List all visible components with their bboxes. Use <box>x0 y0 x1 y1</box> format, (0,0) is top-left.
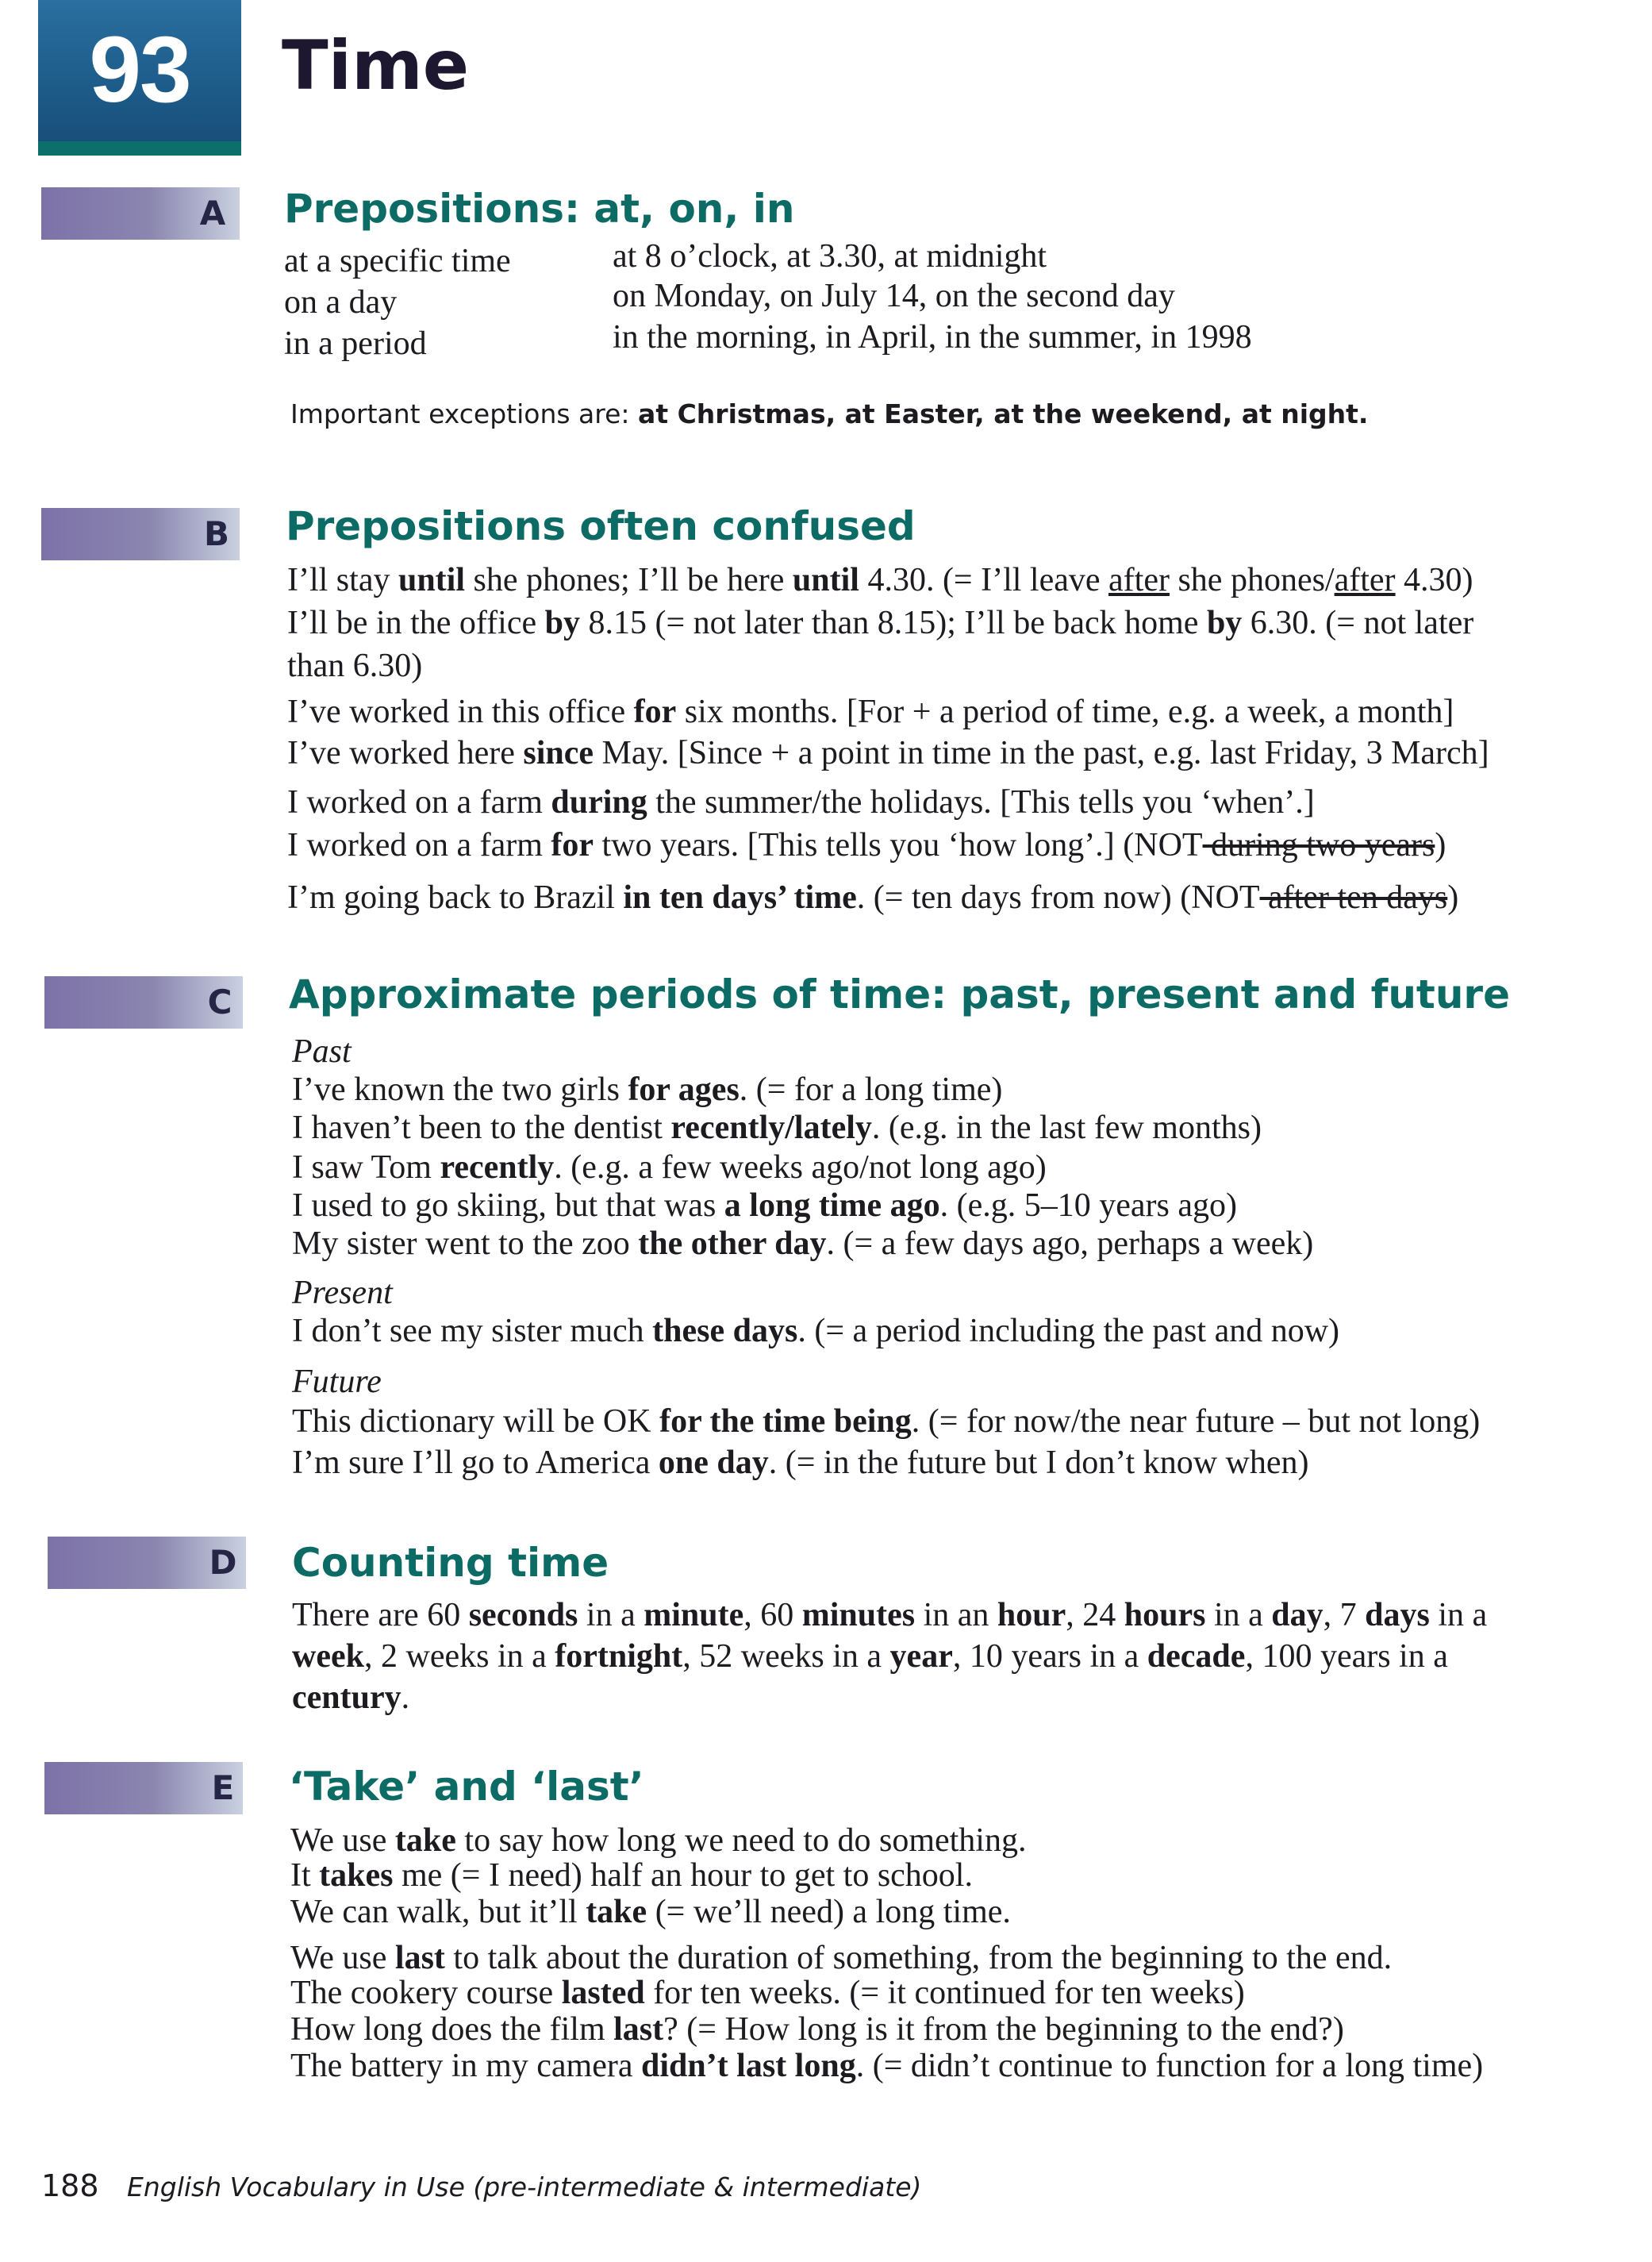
section-c-future-1: This dictionary will be OK for the time being. (= for now/the near future – but not long) <box>292 1403 1481 1440</box>
section-a-row-3-label: in a period <box>284 325 427 362</box>
section-c-past-2: I haven’t been to the dentist recently/lately. (e.g. in the last few months) <box>292 1110 1262 1146</box>
section-b-letter: B <box>203 514 229 553</box>
section-d-line-1: There are 60 seconds in a minute, 60 minutes in an hour, 24 hours in a day, 7 days in a <box>292 1597 1488 1633</box>
section-d-line-3: century. <box>292 1679 410 1716</box>
section-d-heading: Counting time <box>292 1540 609 1586</box>
section-c-past-5: My sister went to the zoo the other day. (= a few days ago, perhaps a week) <box>292 1225 1314 1262</box>
section-c-present-1: I don’t see my sister much these days. (= a period including the past and now) <box>292 1313 1340 1349</box>
section-c-present-label: Present <box>292 1275 393 1311</box>
section-c-past-3: I saw Tom recently. (e.g. a few weeks ago/not long ago) <box>292 1149 1047 1186</box>
section-e-line-3: We can walk, but it’ll take (= we’ll need) a long time. <box>290 1894 1011 1930</box>
section-b-heading: Prepositions often confused <box>286 503 916 549</box>
section-e-letter: E <box>211 1768 235 1807</box>
section-a-row-1-label: at a specific time <box>284 243 511 279</box>
section-e-line-7: The battery in my camera didn’t last long. (= didn’t continue to function for a long time) <box>290 2048 1484 2084</box>
section-c-future-label: Future <box>292 1364 382 1400</box>
section-b-line-8: I’m going back to Brazil in ten days’ time. (= ten days from now) (NOT after ten days) <box>287 879 1459 916</box>
unit-number-underbar <box>38 141 241 156</box>
page-title: Time <box>282 26 470 106</box>
section-a-row-1-examples: at 8 o’clock, at 3.30, at midnight <box>613 238 1047 275</box>
section-b-line-5: I’ve worked here since May. [Since + a point in time in the past, e.g. last Friday, 3 March] <box>287 735 1489 771</box>
exceptions-list: at Christmas, at Easter, at the weekend, at night. <box>638 398 1369 429</box>
section-c-past-label: Past <box>292 1033 352 1070</box>
section-c-past-4: I used to go skiing, but that was a long time ago. (e.g. 5–10 years ago) <box>292 1187 1237 1224</box>
section-b-line-4: I’ve worked in this office for six months. [For + a period of time, e.g. a week, a month] <box>287 694 1454 730</box>
section-c-letter: C <box>207 983 232 1021</box>
section-a-row-2-label: on a day <box>284 284 398 321</box>
section-b-line-1: I’ll stay until she phones; I’ll be here until 4.30. (= I’ll leave after she phones/after 4.30) <box>287 562 1473 598</box>
section-a-row-2-examples: on Monday, on July 14, on the second day <box>613 278 1175 314</box>
section-d-line-2: week, 2 weeks in a fortnight, 52 weeks in a year, 10 years in a decade, 100 years in a <box>292 1638 1448 1675</box>
page-number: 188 <box>41 2168 99 2203</box>
section-a-heading: Prepositions: at, on, in <box>284 186 795 232</box>
section-b-line-7: I worked on a farm for two years. [This tells you ‘how long’.] (NOT during two years) <box>287 827 1446 864</box>
section-b-line-6: I worked on a farm during the summer/the holidays. [This tells you ‘when’.] <box>287 784 1315 821</box>
section-c-past-1: I’ve known the two girls for ages. (= for a long time) <box>292 1071 1003 1108</box>
section-b-line-3: than 6.30) <box>287 648 423 684</box>
unit-number: 93 <box>89 17 190 122</box>
section-c-heading: Approximate periods of time: past, present and future <box>289 971 1510 1018</box>
unit-number-box <box>38 0 241 156</box>
section-e-heading: ‘Take’ and ‘last’ <box>289 1764 644 1810</box>
section-b-line-2: I’ll be in the office by 8.15 (= not later than 8.15); I’ll be back home by 6.30. (= not later <box>287 605 1474 641</box>
section-e-line-2: It takes me (= I need) half an hour to get to school. <box>290 1857 973 1894</box>
section-e-line-4: We use last to talk about the duration of something, from the beginning to the end. <box>290 1940 1393 1976</box>
section-e-line-5: The cookery course lasted for ten weeks. (= it continued for ten weeks) <box>290 1975 1245 2011</box>
section-e-line-6: How long does the film last? (= How long is it from the beginning to the end?) <box>290 2011 1344 2048</box>
section-c-future-2: I’m sure I’ll go to America one day. (= in the future but I don’t know when) <box>292 1445 1309 1481</box>
book-title: English Vocabulary in Use (pre-intermediate & intermediate) <box>127 2172 922 2202</box>
section-e-line-1: We use take to say how long we need to do something. <box>290 1822 1027 1859</box>
exceptions-intro: Important exceptions are: <box>290 398 630 429</box>
section-a-row-3-examples: in the morning, in April, in the summer, in 1998 <box>613 319 1252 356</box>
section-a-exceptions-note <box>290 398 1369 429</box>
section-d-letter: D <box>209 1543 237 1582</box>
section-a-letter: A <box>199 194 226 233</box>
